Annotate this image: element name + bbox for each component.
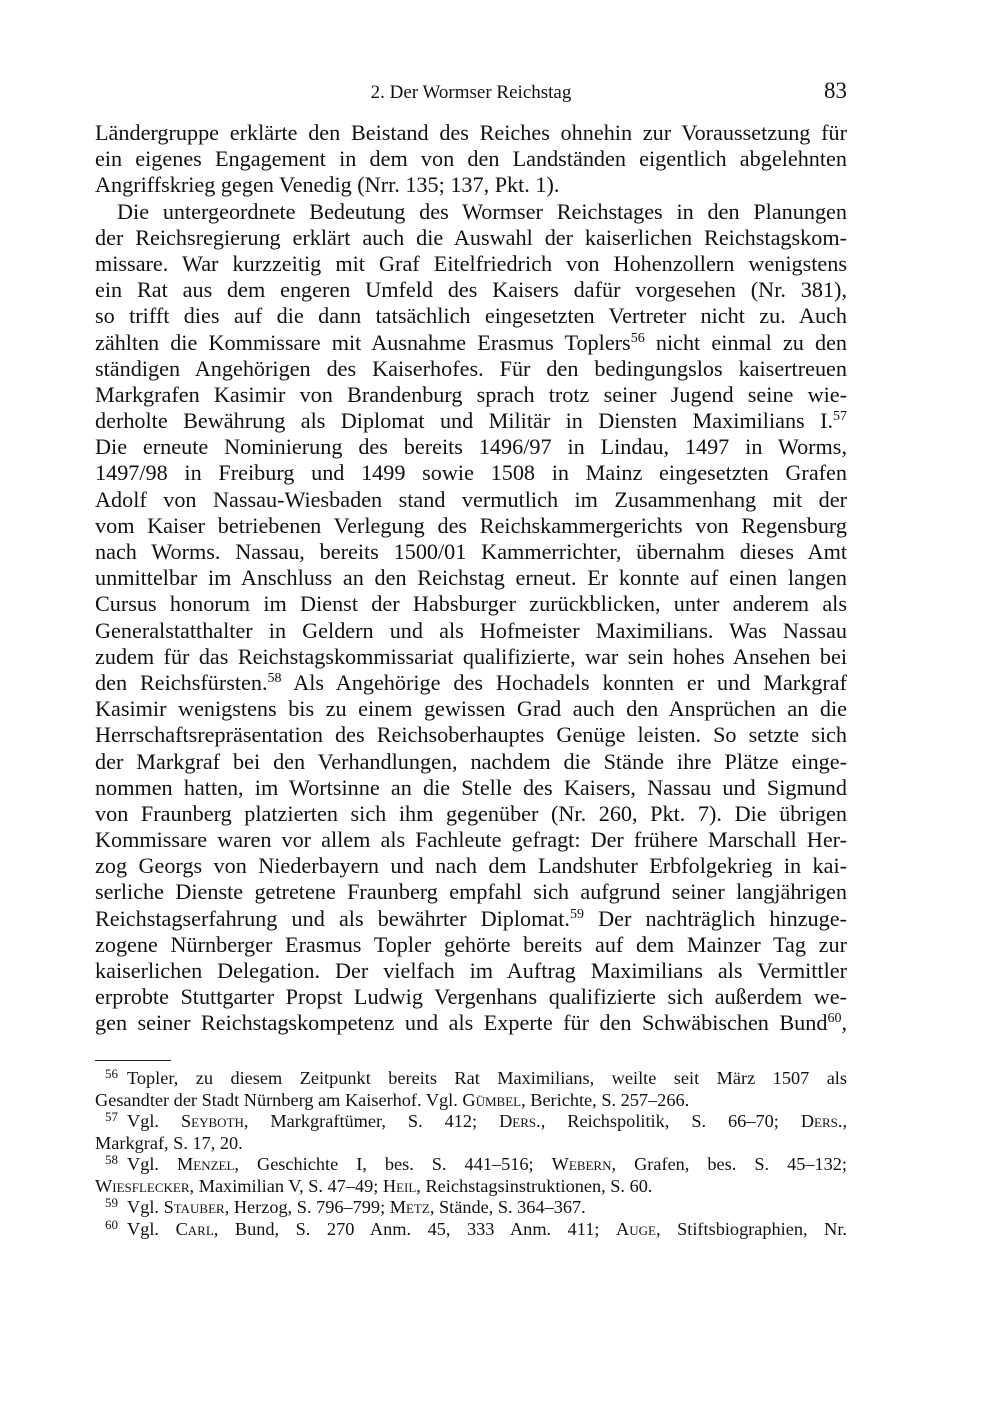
text-segment: , Berichte, S. 257–266. [521, 1089, 690, 1110]
text-line: Generalstatthalter in Geldern und als Hofmeister Maximilians. Was Nassau [95, 617, 847, 643]
text-line [95, 906, 847, 932]
footnote-number: 58 [105, 1152, 118, 1167]
text-segment: , Stiftsbiographien, Nr. [655, 1218, 847, 1239]
footnote-number: 60 [105, 1216, 118, 1232]
text-line: Kasimir wenigstens bis zu einem gewissen Grad auch den Ansprüchen an die [95, 696, 847, 722]
text-line: Kommissare waren vor allem als Fachleute gefragt: Der frühere Marschall Her- [95, 827, 847, 853]
footnote-ref[interactable]: 59 [569, 906, 584, 922]
author-name: Menzel [177, 1154, 235, 1174]
text-segment: Vgl. [127, 1218, 176, 1239]
text-line: von Fraunberg platzierten sich ihm gegenüber (Nr. 260, Pkt. 7). Die übrigen [95, 800, 847, 826]
footnote-line: Markgraf, S. 17, 20. [95, 1132, 243, 1153]
text-line: kaiserlichen Delegation. Der vielfach im Auftrag Maximilians als Vermittler [95, 958, 847, 983]
running-title: 2. Der Wormser Reichstag [370, 82, 572, 103]
text-line: Angriffskrieg gegen Venedig (Nrr. 135; 137, Pkt. 1). [95, 172, 560, 198]
text-segment: , Markgraftümer, S. 412; [243, 1111, 500, 1131]
text-line: zudem für das Reichstagskommissariat qualifizierte, war sein hohes Ansehen bei [95, 643, 847, 669]
author-name: Ders. [800, 1111, 843, 1131]
text-segment: derholte Bewährung als Diplomat und Militär in Diensten Maximilians I. [95, 408, 833, 434]
text-line [95, 330, 847, 356]
author-name: Ders. [499, 1111, 541, 1131]
author-name: Carl [175, 1218, 214, 1239]
text-line: Markgrafen Kasimir von Brandenburg sprach trotz seiner Jugend seine wie- [95, 381, 847, 407]
footnote-ref[interactable]: 56 [630, 330, 645, 346]
text-line: nommen hatten, im Wortsinne an die Stelle des Kaisers, Nassau und Sigmund [95, 774, 847, 800]
footnote-ref[interactable]: 57 [833, 409, 847, 425]
text-segment: Reichstagserfahrung und als bewährter Diplomat. [95, 905, 570, 931]
footnote-line [95, 1090, 847, 1112]
text-line: der Markgraf bei den Verhandlungen, nachdem die Stände ihre Plätze einge- [95, 748, 847, 774]
text-segment: Als Angehörige des Hochadels konnten er und Markgraf [281, 669, 847, 695]
text-line: Cursus honorum im Dienst der Habsburger zurückblicken, unter anderem als [95, 591, 847, 617]
text-segment: , Bund, S. 270 Anm. 45, 333 Anm. 411; [213, 1218, 617, 1239]
main-text [95, 120, 847, 1037]
text-segment: , [842, 1111, 848, 1131]
footnote-number: 59 [105, 1195, 118, 1210]
text-line: ein Rat aus dem engeren Umfeld des Kaisers dafür vorgesehen (Nr. 381), [95, 277, 847, 303]
text-line: ein eigenes Engagement in dem von den Landständen eigentlich abgelehnten [95, 146, 847, 172]
text-line: Herrschaftsrepräsentation des Reichsoberhauptes Genüge leisten. So setzte sich [95, 722, 847, 748]
author-name: Gümbel [462, 1089, 522, 1110]
text-line [95, 408, 847, 434]
text-line [95, 1010, 847, 1036]
text-line: Adolf von Nassau-Wiesbaden stand vermutlich im Zusammenhang mit der [95, 486, 847, 512]
footnote-line [95, 1068, 847, 1090]
footnote-line [95, 1154, 847, 1176]
text-segment: , Reichspolitik, S. 66–70; [540, 1111, 801, 1131]
text-segment: , [841, 1010, 847, 1036]
text-line: nach Worms. Nassau, bereits 1500/01 Kammerrichter, übernahm dieses Amt [95, 539, 847, 564]
footnotes [95, 1068, 847, 1240]
text-line: ständigen Angehörigen des Kaiserhofes. Für den bedingungslos kaisertreuen [95, 355, 847, 381]
text-segment: , Herzog, S. 796–799; [224, 1197, 390, 1217]
footnote-number: 56 [105, 1066, 118, 1081]
text-segment: , Geschichte I, bes. S. 441–516; [234, 1154, 552, 1174]
text-segment: den Reichsfürsten. [95, 669, 268, 695]
footnote-line [95, 1197, 847, 1219]
footnote-line [95, 1176, 847, 1198]
author-name: Auge [616, 1218, 656, 1239]
text-segment: nicht einmal zu den [644, 329, 848, 355]
text-line [95, 670, 847, 696]
text-segment: , Reichstagsinstruktionen, S. 60. [416, 1175, 653, 1196]
footnote-ref[interactable]: 58 [267, 670, 282, 686]
text-line: 1497/98 in Freiburg und 1499 sowie 1508 in Mainz eingesetzten Grafen [95, 460, 847, 486]
footnote-ref[interactable]: 60 [827, 1011, 842, 1027]
author-name: Metz [389, 1197, 430, 1217]
text-line: erprobte Stuttgarter Propst Ludwig Vergenhans qualifizierte sich außerdem we- [95, 984, 847, 1010]
footnote-divider [95, 1060, 171, 1061]
text-segment: zählten die Kommissare mit Ausnahme Erasmus Toplers [95, 329, 631, 355]
text-segment: Vgl. [127, 1111, 181, 1131]
text-segment: Der nachträglich hinzuge- [583, 905, 847, 931]
page-number: 83 [824, 78, 847, 103]
author-name: Heil [382, 1175, 417, 1196]
author-name: Seyboth [180, 1111, 244, 1131]
text-line: so trifft dies auf die dann tatsächlich eingesetzten Vertreter nicht zu. Auch [95, 303, 847, 329]
text-segment: , Maximilian V, S. 47–49; [189, 1175, 383, 1196]
page-header [95, 78, 847, 108]
text-segment: Topler, zu diesem Zeitpunkt bereits Rat Maximilians, weilte seit März 1507 als [127, 1068, 847, 1088]
author-name: Stauber [163, 1197, 225, 1217]
text-line: Ländergruppe erklärte den Beistand des Reiches ohnehin zur Voraussetzung für [95, 120, 847, 145]
text-line: serliche Dienste getretene Fraunberg empfahl sich aufgrund seiner langjährigen [95, 879, 847, 905]
footnote-line [95, 1216, 847, 1241]
text-line: zog Georgs von Niederbayern und nach dem Landshuter Erbfolgekrieg in kai- [95, 853, 847, 879]
author-name: Wiesflecker [95, 1175, 190, 1196]
text-line: vom Kaiser betriebenen Verlegung des Reichskammergerichts von Regensburg [95, 512, 847, 538]
text-line: der Reichsregierung erklärt auch die Auswahl der kaiserlichen Reichstagskom- [95, 224, 847, 250]
text-segment: , Grafen, bes. S. 45–132; [611, 1154, 847, 1174]
text-line: Die erneute Nominierung des bereits 1496/97 in Lindau, 1497 in Worms, [95, 434, 847, 460]
author-name: Webern [551, 1154, 612, 1174]
text-segment: Vgl. [127, 1197, 164, 1217]
text-segment: Vgl. [127, 1154, 177, 1174]
footnote-number: 57 [105, 1109, 118, 1124]
text-line: unmittelbar im Anschluss an den Reichstag erneut. Er konnte auf einen langen [95, 565, 847, 591]
text-line: missare. War kurzzeitig mit Graf Eitelfriedrich von Hohenzollern wenigstens [95, 250, 847, 276]
footnote-line [95, 1111, 847, 1133]
text-line: Die untergeordnete Bedeutung des Wormser Reichstages in den Planungen [117, 198, 847, 224]
text-segment: gen seiner Reichstagskompetenz und als Experte für den Schwäbischen Bund [95, 1010, 828, 1036]
text-segment: Gesandter der Stadt Nürnberg am Kaiserhof. Vgl. [95, 1089, 463, 1110]
text-line: zogene Nürnberger Erasmus Topler gehörte bereits auf dem Mainzer Tag zur [95, 931, 847, 957]
text-segment: , Stände, S. 364–367. [429, 1197, 586, 1217]
